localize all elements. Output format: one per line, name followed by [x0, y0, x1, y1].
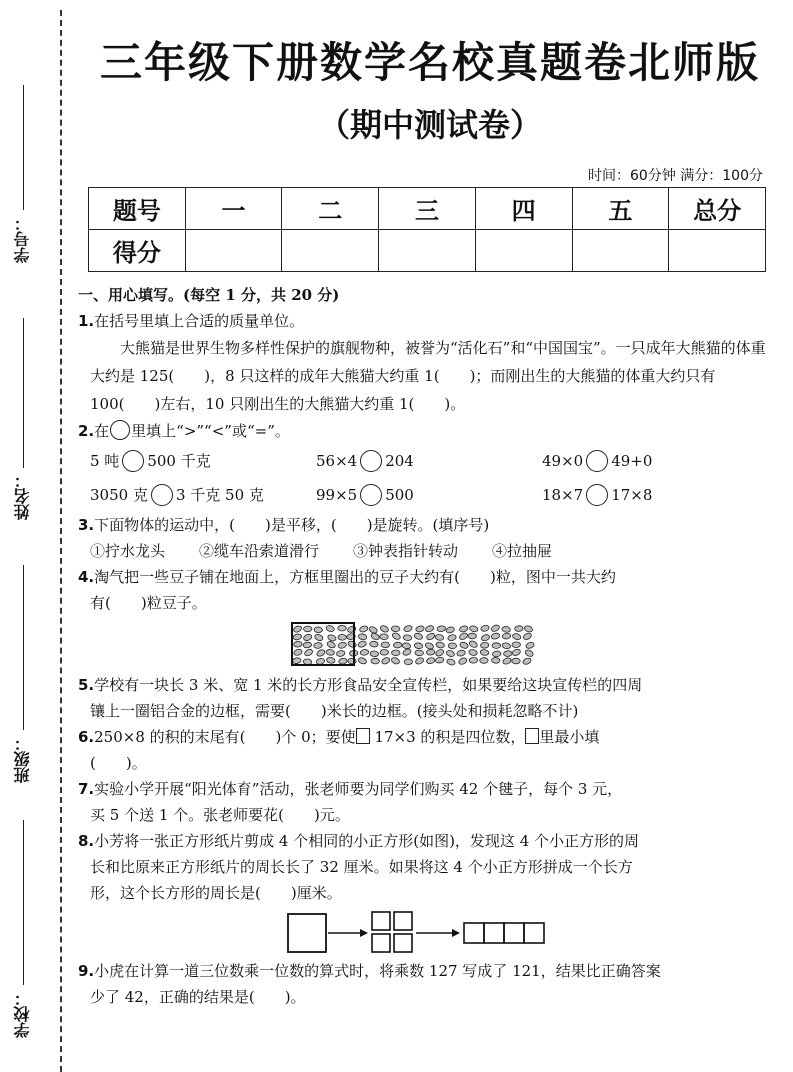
answer-circle[interactable] — [122, 450, 144, 472]
question-number: 5. — [78, 676, 95, 694]
bean-mark — [393, 642, 402, 648]
bean-mark — [338, 634, 347, 640]
score-cell[interactable] — [669, 230, 766, 272]
answer-circle[interactable] — [586, 484, 608, 506]
question-text: 学校有一块长 3 米、宽 1 米的长方形食品安全宣传栏，如果要给这块宣传栏的四周 — [94, 676, 643, 694]
score-row — [89, 230, 766, 272]
bean-mark — [503, 650, 512, 656]
question-text-post: 里填上“>”“<”或“=”。 — [131, 422, 290, 440]
bean-mark — [458, 632, 468, 641]
bean-mark — [459, 625, 469, 633]
answer-circle[interactable] — [360, 450, 382, 472]
bean-mark — [314, 627, 323, 633]
bean-mark — [359, 625, 369, 633]
row-square — [464, 923, 484, 943]
bean-mark — [515, 626, 524, 632]
bean-mark — [371, 658, 380, 664]
bean-mark — [435, 634, 444, 641]
bean-mark — [391, 626, 400, 632]
header-cell: 五 — [572, 188, 669, 230]
bean-mark — [304, 626, 312, 632]
bean-mark — [414, 642, 423, 649]
question-text-b: 17×3 的积是四位数， — [369, 728, 526, 746]
row-square — [484, 923, 504, 943]
bean-mark — [415, 657, 425, 666]
circle-icon — [110, 420, 130, 440]
question-content — [78, 282, 768, 1010]
score-cell[interactable] — [379, 230, 476, 272]
bean-mark — [456, 649, 465, 656]
section-heading: 一、用心填写。(每空 1 分，共 20 分) — [78, 286, 340, 304]
bean-mark — [390, 656, 400, 665]
bean-mark — [448, 643, 457, 649]
bean-mark — [502, 657, 512, 666]
bean-mark — [414, 632, 424, 640]
bean-mark — [502, 642, 511, 649]
bean-mark — [522, 657, 532, 666]
bean-mark — [415, 625, 425, 633]
left-expr: 56×4 — [316, 452, 358, 470]
option-item: ③钟表指针转动 — [353, 542, 459, 560]
bean-mark — [426, 657, 436, 665]
bean-mark — [524, 625, 534, 633]
small-square — [372, 912, 390, 930]
left-expr: 3050 克 — [90, 486, 148, 504]
question-9 — [78, 958, 768, 984]
score-cell[interactable] — [185, 230, 282, 272]
bean-mark — [491, 632, 500, 639]
bean-mark — [481, 634, 491, 642]
score-header-row — [89, 188, 766, 230]
compare-item — [90, 448, 316, 474]
bean-mark — [502, 633, 511, 640]
bean-mark — [480, 642, 489, 649]
bean-mark — [424, 642, 434, 650]
student-id-line — [23, 85, 24, 210]
bean-mark — [360, 649, 369, 656]
bean-mark — [512, 633, 522, 641]
compare-row — [78, 478, 768, 512]
beans-image — [291, 622, 541, 666]
bean-mark — [358, 633, 367, 640]
page-title: 三年级下册数学名校真题卷北师版 — [99, 38, 760, 87]
big-square — [288, 914, 326, 952]
bean-mark — [436, 641, 445, 648]
compare-item — [542, 448, 768, 474]
bean-mark — [336, 650, 345, 657]
right-expr: 500 千克 — [147, 452, 211, 470]
bean-mark — [316, 658, 325, 665]
time-info: 时间：60分钟 满分：100分 — [588, 168, 763, 184]
bean-mark — [468, 633, 477, 639]
bean-mark — [381, 656, 391, 665]
question-number: 1. — [78, 312, 95, 330]
question-text-a: 250×8 的积的末尾有( )个 0；要使 — [94, 728, 356, 746]
bean-mark — [347, 640, 357, 648]
bean-mark — [446, 658, 456, 666]
binding-margin — [0, 0, 62, 1072]
bean-mark — [511, 648, 521, 656]
left-expr: 49×0 — [542, 452, 584, 470]
bean-mark — [435, 657, 444, 664]
left-expr: 5 吨 — [90, 452, 120, 470]
question-text: 在括号里填上合适的质量单位。 — [94, 312, 305, 330]
question-8 — [78, 828, 768, 854]
header-cell: 三 — [379, 188, 476, 230]
question-1-paragraph: 大熊猫是世界生物多样性保护的旗舰物种，被誉为“活化石”和“中国国宝”。一只成年大熊猫的体重大约是 125( )，8 只这样的成年大熊猫大约重 1( )；而刚出生的大熊猫的体重大约只有 100( )左右，10 只刚出生的大熊猫大约重 1( )。 — [90, 339, 766, 413]
bean-mark — [480, 624, 490, 632]
class-label: 班级： — [13, 735, 32, 783]
bean-mark — [326, 640, 336, 649]
question-2 — [78, 418, 768, 444]
right-expr: 49+0 — [611, 452, 653, 470]
bean-mark — [348, 658, 357, 664]
answer-circle[interactable] — [151, 484, 173, 506]
question-text-pre: 在 — [94, 422, 110, 440]
bean-mark — [338, 658, 347, 665]
question-7 — [78, 776, 768, 802]
answer-circle[interactable] — [586, 450, 608, 472]
left-expr: 99×5 — [316, 486, 358, 504]
class-line — [23, 565, 24, 730]
small-square — [394, 912, 412, 930]
bean-mark — [458, 657, 468, 666]
bean-mark — [415, 650, 424, 656]
header-cell: 题号 — [89, 188, 186, 230]
question-3 — [78, 512, 768, 538]
small-square — [394, 934, 412, 952]
right-expr: 204 — [385, 452, 414, 470]
bean-mark — [292, 657, 301, 664]
question-text: 下面物体的运动中，( )是平移，( )是旋转。(填序号) — [94, 516, 490, 534]
question-number: 8. — [78, 832, 95, 850]
score-cell[interactable] — [282, 230, 379, 272]
bean-mark — [468, 640, 478, 649]
right-expr: 3 千克 50 克 — [175, 486, 264, 504]
school-label: 学校： — [13, 990, 32, 1038]
blank-square-icon — [356, 728, 370, 744]
bean-mark — [370, 651, 379, 657]
question-text-c: 里最小填 — [539, 728, 600, 746]
bean-mark — [326, 649, 335, 656]
right-expr: 500 — [385, 486, 414, 504]
bean-mark — [338, 625, 346, 631]
bean-mark — [357, 640, 367, 648]
bean-mark — [325, 625, 335, 633]
bean-mark — [480, 649, 489, 656]
bean-mark — [469, 657, 477, 663]
bean-mark — [426, 649, 435, 655]
bean-mark — [445, 649, 455, 657]
question-6 — [78, 724, 768, 750]
question-7-line2: 买 5 个送 1 个。张老师要花( )元。 — [90, 806, 350, 824]
bean-mark — [490, 624, 500, 633]
question-number: 6. — [78, 728, 95, 746]
header-cell: 二 — [282, 188, 379, 230]
bean-mark — [404, 659, 413, 665]
bean-mark — [403, 625, 413, 633]
bean-mark — [447, 634, 457, 642]
bean-mark — [337, 642, 347, 649]
bean-mark — [403, 635, 412, 641]
score-cell[interactable] — [475, 230, 572, 272]
name-label: 姓名： — [13, 472, 32, 520]
score-cell[interactable] — [572, 230, 669, 272]
page-subtitle: （期中测试卷） — [317, 106, 542, 144]
bean-mark — [380, 649, 388, 655]
bean-mark — [293, 641, 302, 647]
tear-line — [60, 10, 62, 1072]
answer-circle[interactable] — [360, 484, 382, 506]
arrow-head-icon — [360, 929, 368, 937]
question-1 — [78, 308, 768, 334]
arrow-head-icon — [452, 929, 460, 937]
bean-mark — [327, 634, 337, 642]
compare-item — [316, 448, 542, 474]
compare-item — [542, 482, 768, 508]
blank-square-icon — [525, 728, 539, 744]
left-expr: 18×7 — [542, 486, 584, 504]
compare-item — [316, 482, 542, 508]
question-text: 小虎在计算一道三位数乘一位数的算式时，将乘数 127 写成了 121，结果比正确答案 — [94, 962, 661, 980]
bean-mark — [357, 657, 367, 665]
row-square — [504, 923, 524, 943]
bean-mark — [492, 643, 500, 649]
question-5 — [78, 672, 768, 698]
bean-mark — [512, 642, 521, 648]
bean-mark — [525, 641, 535, 649]
bean-mark — [445, 626, 455, 634]
bean-mark — [522, 632, 532, 641]
name-line — [23, 318, 24, 468]
bean-mark — [379, 624, 389, 633]
bean-mark — [380, 634, 389, 640]
row-square — [524, 923, 544, 943]
question-number: 9. — [78, 962, 95, 980]
bean-mark — [368, 625, 378, 634]
header-cell: 一 — [185, 188, 282, 230]
question-number: 4. — [78, 568, 95, 586]
bean-mark — [512, 658, 521, 664]
bean-mark — [314, 633, 324, 641]
small-square — [372, 934, 390, 952]
bean-mark — [524, 649, 534, 658]
bean-mark — [326, 657, 335, 664]
school-line — [23, 820, 24, 985]
question-8-line3: 形，这个长方形的周长是( )厘米。 — [90, 884, 342, 902]
header-cell: 四 — [475, 188, 572, 230]
bean-mark — [304, 648, 314, 657]
question-text: 实验小学开展“阳光体育”活动，张老师要为同学们购买 42 个毽子，每个 3 元， — [94, 780, 623, 798]
bean-mark — [293, 625, 303, 633]
bean-mark — [425, 625, 435, 633]
option-item: ①拧水龙头 — [90, 542, 166, 560]
bean-mark — [491, 657, 500, 663]
question-number: 3. — [78, 516, 95, 534]
bean-mark — [369, 641, 378, 647]
question-4-line2: 有( )粒豆子。 — [90, 594, 207, 612]
bean-mark — [314, 642, 323, 648]
bean-mark — [502, 626, 511, 633]
question-8-line2: 长和比原来正方形纸片的周长长了 32 厘米。如果将这 4 个小正方形拼成一个长方 — [90, 858, 633, 876]
compare-item — [90, 482, 316, 508]
bean-mark — [468, 649, 478, 656]
question-4 — [78, 564, 768, 590]
bean-mark — [293, 633, 303, 640]
bean-mark — [459, 641, 469, 649]
right-expr: 17×8 — [611, 486, 653, 504]
bean-mark — [402, 642, 411, 649]
compare-row — [78, 444, 768, 478]
header-cell: 总分 — [669, 188, 766, 230]
option-list — [78, 538, 768, 564]
bean-mark — [392, 650, 400, 656]
student-id-label: 学号： — [13, 215, 32, 263]
bean-mark — [469, 625, 479, 633]
bean-mark — [293, 648, 303, 656]
bean-mark — [347, 625, 357, 633]
question-number: 7. — [78, 780, 95, 798]
square-cut-diagram — [286, 910, 556, 954]
question-9-line2: 少了 42，正确的结果是( )。 — [90, 988, 306, 1006]
question-number: 2. — [78, 422, 95, 440]
bean-mark — [426, 632, 436, 641]
question-text: 淘气把一些豆子铺在地面上，方框里圈出的豆子大约有( )粒，图中一共大约 — [94, 568, 616, 586]
bean-mark — [316, 649, 326, 658]
score-row-label: 得分 — [89, 230, 186, 272]
question-text: 小芳将一张正方形纸片剪成 4 个相同的小正方形(如图)，发现这 4 个小正方形的周 — [94, 832, 640, 850]
bean-mark — [381, 642, 390, 648]
bean-mark — [303, 633, 313, 641]
question-6-line2: ( )。 — [90, 754, 147, 772]
bean-mark — [437, 625, 446, 632]
bean-mark — [480, 658, 488, 664]
bean-mark — [391, 632, 401, 641]
bean-mark — [435, 648, 445, 657]
option-item: ④拉抽屉 — [492, 542, 553, 560]
option-item: ②缆车沿索道滑行 — [199, 542, 320, 560]
bean-mark — [492, 651, 501, 658]
question-5-line2: 镶上一圈铝合金的边框，需要( )米长的边框。(接头处和损耗忽略不计) — [90, 702, 579, 720]
score-table — [88, 187, 766, 272]
bean-mark — [303, 642, 312, 648]
